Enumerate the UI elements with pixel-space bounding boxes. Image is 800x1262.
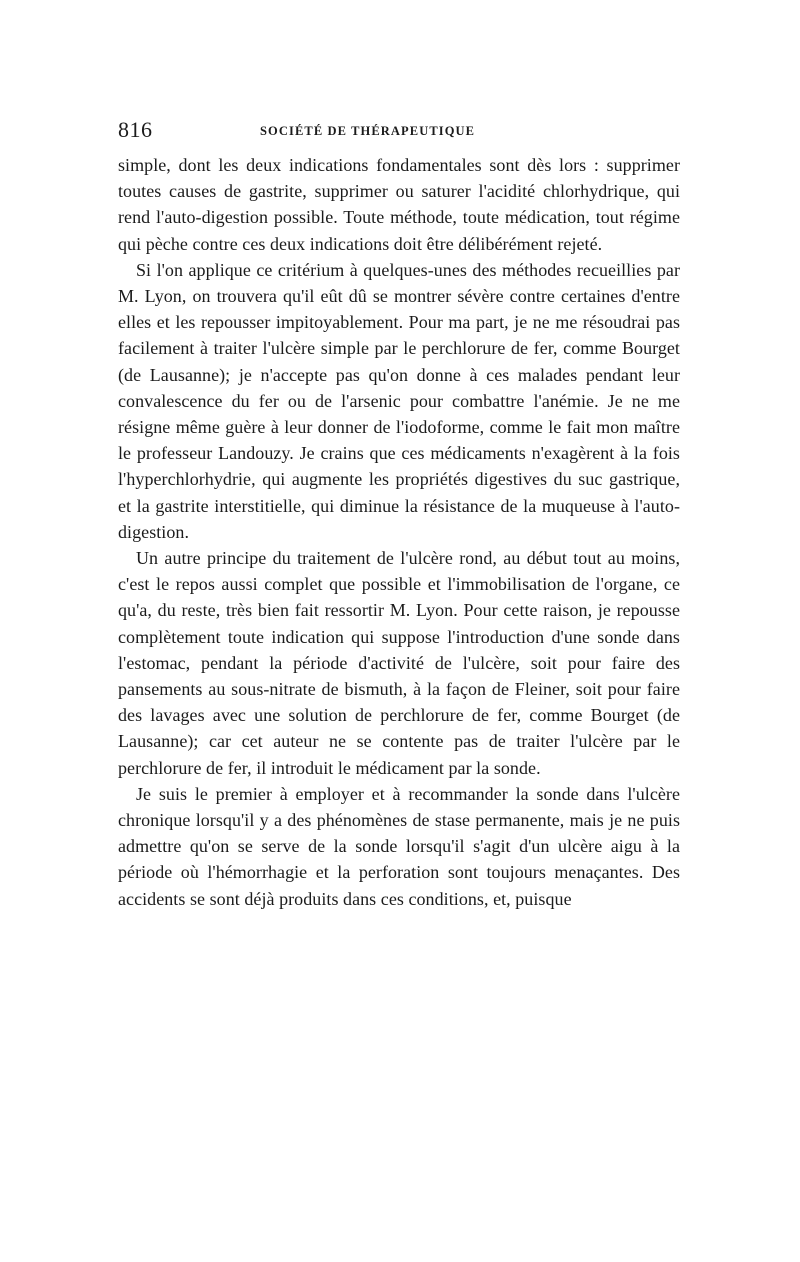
paragraph: Je suis le premier à employer et à recommander la sonde dans l'ulcère chronique lorsqu'il y a des phénomènes de stase permanente, mais je ne puis admettre qu'on se serve de la sonde lorsqu'il s'agit d'un ulcère aigu à la période où l'hémorrhagie et la perforation sont toujours menaçantes. Des accidents se sont déjà produits dans ces conditions, et, puisque	[118, 783, 680, 909]
running-title: SOCIÉTÉ DE THÉRAPEUTIQUE	[260, 124, 476, 138]
paragraph: Si l'on applique ce critérium à quelques-unes des méthodes recueillies par M. Lyon, on trouvera qu'il eût dû se montrer sévère contre certaines d'entre elles et les repousser impitoyablement. Pour ma part, je ne me résoudrai pas facilement à traiter l'ulcère simple par le perchlorure de fer, comme Bourget (de Lausanne); je n'accepte pas qu'on donne à ces malades pendant leur convalescence du fer ou de l'arsenic pour combattre l'anémie. Je ne me résigne même guère à leur donner de l'iodoforme, comme le fait mon maître le professeur Landouzy. Je crains que ces médicaments n'exagèrent à la fois l'hyperchlorhydrie, qui augmente les propriétés digestives du suc gastrique, et la gastrite interstitielle, qui diminue la résistance de la muqueuse à l'auto-digestion.	[118, 259, 680, 542]
book-page	[118, 118, 680, 912]
paragraph: simple, dont les deux indications fondamentales sont dès lors : supprimer toutes causes de gastrite, supprimer ou saturer l'acidité chlorhydrique, qui rend l'auto-digestion possible. Toute méthode, toute médication, tout régime qui pèche contre ces deux indications doit être délibérément rejeté.	[118, 155, 680, 254]
page-number: 816	[118, 117, 153, 142]
paragraph: Un autre principe du traitement de l'ulcère rond, au début tout au moins, c'est le repos aussi complet que possible et l'immobilisation de l'organe, ce qu'a, du reste, très bien fait ressortir M. Lyon. Pour cette raison, je repousse complètement toute indication qui suppose l'introduction d'une sonde dans l'estomac, pendant la période d'activité de l'ulcère, soit pour faire des pansements au sous-nitrate de bismuth, à la façon de Fleiner, soit pour faire des lavages avec une solution de perchlorure de fer, comme Bourget (de Lausanne); car cet auteur ne se contente pas de traiter l'ulcère par le perchlorure de fer, il introduit le médicament par la sonde.	[118, 548, 680, 778]
body-text	[118, 152, 680, 912]
running-header	[118, 118, 680, 152]
